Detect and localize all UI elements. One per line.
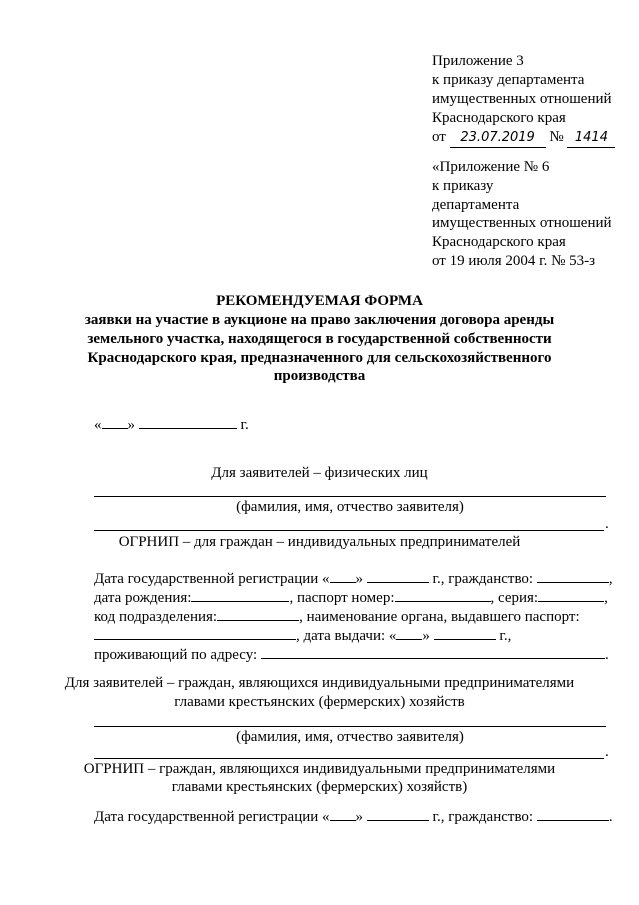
appendix3-number-sign: № <box>549 129 564 145</box>
citizenship2-label: г., гражданство: <box>432 809 534 825</box>
appendix3-line5 <box>432 128 615 148</box>
day-blank[interactable] <box>102 414 128 429</box>
reg2-day-blank[interactable] <box>330 806 356 821</box>
appendix6-line5: Краснодарского края <box>432 234 566 250</box>
handwritten-date-field <box>450 128 546 148</box>
section2-title-line1: Для заявителей – граждан, являющихся индивидуальными предпринимателями <box>64 675 575 691</box>
appendix6-line6: от 19 июля 2004 г. № 53-з <box>432 253 596 269</box>
reg-line-2: дата рождения: , паспорт номер: , серия: , <box>94 587 608 608</box>
section2-reg-line: Дата государственной регистрации « » г., гражданство: . <box>94 806 613 827</box>
birth-date-label: дата рождения: <box>94 590 192 606</box>
handwritten-number: 1414 <box>574 130 608 145</box>
appendix6-line2: к приказу <box>432 178 494 194</box>
reg-month-blank[interactable] <box>367 568 429 583</box>
reg-line-1: Дата государственной регистрации « » г., гражданство: , <box>94 568 613 589</box>
passport-number-blank[interactable] <box>395 587 491 602</box>
address-label: проживающий по адресу: <box>94 647 258 663</box>
ogrnip-line-1[interactable] <box>94 530 604 531</box>
appendix6-line3: департамента <box>432 197 520 213</box>
reg-label: Дата государственной регистрации « <box>94 571 330 587</box>
appendix3-line2: к приказу департамента <box>432 72 585 88</box>
birth-date-blank[interactable] <box>191 587 289 602</box>
issue-day-blank[interactable] <box>396 625 422 640</box>
section2-title-line2: главами крестьянских (фермерских) хозяйств <box>174 694 465 710</box>
fio-caption-1: (фамилия, имя, отчество заявителя) <box>236 499 464 515</box>
appendix3-line4: Краснодарского края <box>432 110 566 126</box>
handwritten-number-field <box>567 128 615 148</box>
issue-year-suffix: г., <box>499 628 512 644</box>
form-title: РЕКОМЕНДУЕМАЯ ФОРМА <box>216 293 423 309</box>
period-mark-2: . <box>605 744 609 760</box>
passport-series-blank[interactable] <box>538 587 604 602</box>
form-subtitle-line4: производства <box>273 368 366 384</box>
ogrnip-caption-2-line1: ОГРНИП – граждан, являющихся индивидуальными предпринимателями <box>83 761 556 777</box>
reg-line-4 <box>94 625 511 646</box>
department-code-label: код подразделения: <box>94 609 218 625</box>
passport-number-label: , паспорт номер: <box>289 590 395 606</box>
form-subtitle-line2: земельного участка, находящегося в государственной собственности <box>87 331 552 347</box>
handwritten-date: 23.07.2019 <box>460 130 535 145</box>
appendix3-line1: Приложение 3 <box>432 53 524 69</box>
form-subtitle-line3: Краснодарского края, предназначенного для сельскохозяйственного <box>87 350 552 366</box>
form-subtitle-line1: заявки на участие в аукционе на право заключения договора аренды <box>84 312 555 328</box>
reg2-label: Дата государственной регистрации « <box>94 809 330 825</box>
section1-title: Для заявителей – физических лиц <box>211 465 428 481</box>
reg-line-5: проживающий по адресу: . <box>94 644 609 665</box>
reg2-quote-close: » <box>355 809 364 825</box>
reg-day-blank[interactable] <box>330 568 356 583</box>
ogrnip-line-2[interactable] <box>94 758 604 759</box>
department-code-blank[interactable] <box>217 606 299 621</box>
issuing-authority-label: , наименование органа, выдавшего паспорт: <box>299 609 580 625</box>
ogrnip-caption-2-line2: главами крестьянских (фермерских) хозяйств) <box>171 779 468 795</box>
ogrnip-caption-1: ОГРНИП – для граждан – индивидуальных предпринимателей <box>118 534 521 550</box>
period-mark: . <box>605 516 609 532</box>
year-suffix: г. <box>240 417 249 433</box>
reg2-month-blank[interactable] <box>367 806 429 821</box>
quote-close: » <box>127 417 135 433</box>
appendix6-line4: имущественных отношений <box>432 215 612 231</box>
issue-quote-close: » <box>422 628 430 644</box>
citizenship-label: г., гражданство: <box>432 571 534 587</box>
quote-open: « <box>94 417 102 433</box>
reg-line-3 <box>94 606 580 627</box>
appendix3-line3: имущественных отношений <box>432 91 612 107</box>
month-blank[interactable] <box>139 414 237 429</box>
reg-quote-close: » <box>355 571 364 587</box>
issue-month-blank[interactable] <box>434 625 496 640</box>
issuing-authority-blank[interactable] <box>94 625 296 640</box>
issue-date-label: , дата выдачи: « <box>296 628 397 644</box>
citizenship2-blank[interactable] <box>537 806 609 821</box>
address-blank[interactable] <box>261 644 605 659</box>
fio-line-2[interactable] <box>94 726 606 727</box>
fio-caption-2: (фамилия, имя, отчество заявителя) <box>236 729 464 745</box>
passport-series-label: , серия: <box>490 590 539 606</box>
application-date-line <box>94 414 249 435</box>
appendix6-line1: «Приложение № 6 <box>432 159 550 175</box>
fio-line-1[interactable] <box>94 496 606 497</box>
citizenship-blank[interactable] <box>537 568 609 583</box>
appendix3-from: от <box>432 129 446 145</box>
